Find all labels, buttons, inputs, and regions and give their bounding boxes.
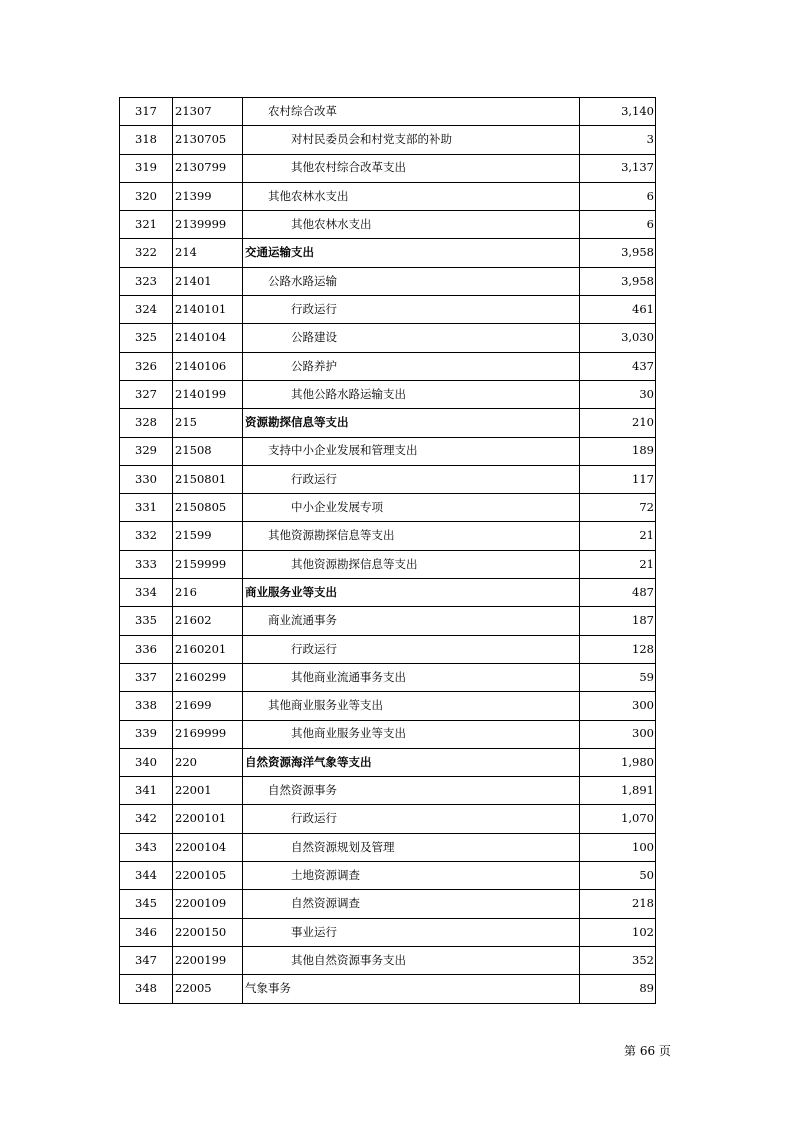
table-row bbox=[120, 182, 656, 210]
subject-name-cell: 自然资源海洋气象等支出 bbox=[243, 748, 580, 776]
subject-code-cell: 2200199 bbox=[173, 946, 243, 974]
amount-cell: 6 bbox=[580, 211, 656, 239]
row-number-cell: 327 bbox=[120, 380, 173, 408]
subject-name-cell: 行政运行 bbox=[243, 465, 580, 493]
subject-name-cell: 其他公路水路运输支出 bbox=[243, 380, 580, 408]
subject-code-cell: 21401 bbox=[173, 267, 243, 295]
subject-name-cell: 其他农林水支出 bbox=[243, 182, 580, 210]
table-row bbox=[120, 522, 656, 550]
amount-cell: 89 bbox=[580, 975, 656, 1003]
subject-code-cell: 2130705 bbox=[173, 126, 243, 154]
subject-name-cell: 中小企业发展专项 bbox=[243, 494, 580, 522]
subject-code-cell: 2200105 bbox=[173, 862, 243, 890]
subject-name-cell: 资源勘探信息等支出 bbox=[243, 409, 580, 437]
subject-name-cell: 其他商业流通事务支出 bbox=[243, 663, 580, 691]
amount-cell: 3,137 bbox=[580, 154, 656, 182]
table-row bbox=[120, 805, 656, 833]
amount-cell: 59 bbox=[580, 663, 656, 691]
amount-cell: 437 bbox=[580, 352, 656, 380]
row-number-cell: 320 bbox=[120, 182, 173, 210]
subject-name-cell: 气象事务 bbox=[243, 975, 580, 1003]
row-number-cell: 317 bbox=[120, 98, 173, 126]
table-row bbox=[120, 409, 656, 437]
row-number-cell: 343 bbox=[120, 833, 173, 861]
table-row bbox=[120, 862, 656, 890]
table-row bbox=[120, 267, 656, 295]
table-row bbox=[120, 154, 656, 182]
table-row bbox=[120, 465, 656, 493]
subject-name-cell: 商业服务业等支出 bbox=[243, 579, 580, 607]
subject-code-cell: 21508 bbox=[173, 437, 243, 465]
subject-name-cell: 其他资源勘探信息等支出 bbox=[243, 550, 580, 578]
amount-cell: 461 bbox=[580, 296, 656, 324]
table-row bbox=[120, 126, 656, 154]
row-number-cell: 346 bbox=[120, 918, 173, 946]
row-number-cell: 338 bbox=[120, 692, 173, 720]
table-row bbox=[120, 494, 656, 522]
table-row bbox=[120, 720, 656, 748]
subject-name-cell: 事业运行 bbox=[243, 918, 580, 946]
table-row bbox=[120, 777, 656, 805]
amount-cell: 352 bbox=[580, 946, 656, 974]
subject-code-cell: 2200150 bbox=[173, 918, 243, 946]
budget-table bbox=[119, 97, 656, 1004]
subject-name-cell: 自然资源事务 bbox=[243, 777, 580, 805]
amount-cell: 21 bbox=[580, 550, 656, 578]
row-number-cell: 323 bbox=[120, 267, 173, 295]
row-number-cell: 322 bbox=[120, 239, 173, 267]
subject-code-cell: 214 bbox=[173, 239, 243, 267]
subject-name-cell: 其他农村综合改革支出 bbox=[243, 154, 580, 182]
subject-code-cell: 2140104 bbox=[173, 324, 243, 352]
subject-code-cell: 2200104 bbox=[173, 833, 243, 861]
row-number-cell: 321 bbox=[120, 211, 173, 239]
subject-name-cell: 行政运行 bbox=[243, 296, 580, 324]
row-number-cell: 325 bbox=[120, 324, 173, 352]
table-row bbox=[120, 748, 656, 776]
amount-cell: 1,070 bbox=[580, 805, 656, 833]
row-number-cell: 345 bbox=[120, 890, 173, 918]
row-number-cell: 336 bbox=[120, 635, 173, 663]
subject-code-cell: 2200101 bbox=[173, 805, 243, 833]
subject-name-cell: 其他商业服务业等支出 bbox=[243, 692, 580, 720]
amount-cell: 117 bbox=[580, 465, 656, 493]
amount-cell: 3,958 bbox=[580, 239, 656, 267]
row-number-cell: 332 bbox=[120, 522, 173, 550]
table-row bbox=[120, 296, 656, 324]
table-row bbox=[120, 918, 656, 946]
amount-cell: 102 bbox=[580, 918, 656, 946]
row-number-cell: 330 bbox=[120, 465, 173, 493]
subject-code-cell: 216 bbox=[173, 579, 243, 607]
table-row bbox=[120, 607, 656, 635]
amount-cell: 50 bbox=[580, 862, 656, 890]
amount-cell: 300 bbox=[580, 692, 656, 720]
subject-code-cell: 22001 bbox=[173, 777, 243, 805]
table-row bbox=[120, 663, 656, 691]
row-number-cell: 341 bbox=[120, 777, 173, 805]
subject-code-cell: 2140199 bbox=[173, 380, 243, 408]
subject-code-cell: 2150801 bbox=[173, 465, 243, 493]
amount-cell: 210 bbox=[580, 409, 656, 437]
row-number-cell: 344 bbox=[120, 862, 173, 890]
amount-cell: 3 bbox=[580, 126, 656, 154]
amount-cell: 3,140 bbox=[580, 98, 656, 126]
subject-name-cell: 自然资源调查 bbox=[243, 890, 580, 918]
row-number-cell: 340 bbox=[120, 748, 173, 776]
subject-code-cell: 2159999 bbox=[173, 550, 243, 578]
row-number-cell: 318 bbox=[120, 126, 173, 154]
subject-name-cell: 公路建设 bbox=[243, 324, 580, 352]
subject-name-cell: 土地资源调查 bbox=[243, 862, 580, 890]
subject-name-cell: 对村民委员会和村党支部的补助 bbox=[243, 126, 580, 154]
amount-cell: 300 bbox=[580, 720, 656, 748]
subject-code-cell: 2169999 bbox=[173, 720, 243, 748]
amount-cell: 30 bbox=[580, 380, 656, 408]
amount-cell: 218 bbox=[580, 890, 656, 918]
table-row bbox=[120, 692, 656, 720]
amount-cell: 21 bbox=[580, 522, 656, 550]
row-number-cell: 334 bbox=[120, 579, 173, 607]
subject-code-cell: 2160201 bbox=[173, 635, 243, 663]
subject-name-cell: 公路养护 bbox=[243, 352, 580, 380]
subject-name-cell: 行政运行 bbox=[243, 635, 580, 663]
subject-code-cell: 2200109 bbox=[173, 890, 243, 918]
subject-code-cell: 2139999 bbox=[173, 211, 243, 239]
subject-name-cell: 农村综合改革 bbox=[243, 98, 580, 126]
subject-name-cell: 行政运行 bbox=[243, 805, 580, 833]
table-row bbox=[120, 550, 656, 578]
subject-code-cell: 2150805 bbox=[173, 494, 243, 522]
subject-name-cell: 自然资源规划及管理 bbox=[243, 833, 580, 861]
table-row bbox=[120, 98, 656, 126]
table-row bbox=[120, 380, 656, 408]
row-number-cell: 319 bbox=[120, 154, 173, 182]
amount-cell: 3,958 bbox=[580, 267, 656, 295]
amount-cell: 189 bbox=[580, 437, 656, 465]
table-row bbox=[120, 352, 656, 380]
subject-code-cell: 215 bbox=[173, 409, 243, 437]
subject-code-cell: 2140106 bbox=[173, 352, 243, 380]
row-number-cell: 329 bbox=[120, 437, 173, 465]
subject-name-cell: 其他农林水支出 bbox=[243, 211, 580, 239]
row-number-cell: 333 bbox=[120, 550, 173, 578]
table-row bbox=[120, 579, 656, 607]
amount-cell: 3,030 bbox=[580, 324, 656, 352]
row-number-cell: 335 bbox=[120, 607, 173, 635]
row-number-cell: 337 bbox=[120, 663, 173, 691]
subject-code-cell: 21399 bbox=[173, 182, 243, 210]
row-number-cell: 331 bbox=[120, 494, 173, 522]
amount-cell: 1,891 bbox=[580, 777, 656, 805]
table-row bbox=[120, 635, 656, 663]
table-row bbox=[120, 833, 656, 861]
table-row bbox=[120, 975, 656, 1003]
amount-cell: 1,980 bbox=[580, 748, 656, 776]
row-number-cell: 348 bbox=[120, 975, 173, 1003]
subject-code-cell: 21602 bbox=[173, 607, 243, 635]
subject-name-cell: 其他资源勘探信息等支出 bbox=[243, 522, 580, 550]
budget-table-body bbox=[120, 98, 656, 1004]
subject-name-cell: 其他商业服务业等支出 bbox=[243, 720, 580, 748]
subject-code-cell: 22005 bbox=[173, 975, 243, 1003]
amount-cell: 187 bbox=[580, 607, 656, 635]
row-number-cell: 324 bbox=[120, 296, 173, 324]
amount-cell: 100 bbox=[580, 833, 656, 861]
subject-code-cell: 2140101 bbox=[173, 296, 243, 324]
amount-cell: 72 bbox=[580, 494, 656, 522]
subject-code-cell: 21699 bbox=[173, 692, 243, 720]
subject-name-cell: 支持中小企业发展和管理支出 bbox=[243, 437, 580, 465]
subject-name-cell: 公路水路运输 bbox=[243, 267, 580, 295]
row-number-cell: 326 bbox=[120, 352, 173, 380]
table-row bbox=[120, 946, 656, 974]
amount-cell: 6 bbox=[580, 182, 656, 210]
row-number-cell: 347 bbox=[120, 946, 173, 974]
page-number: 第 66 页 bbox=[624, 1044, 671, 1058]
table-row bbox=[120, 324, 656, 352]
table-row bbox=[120, 437, 656, 465]
subject-name-cell: 交通运输支出 bbox=[243, 239, 580, 267]
subject-code-cell: 2160299 bbox=[173, 663, 243, 691]
subject-code-cell: 21599 bbox=[173, 522, 243, 550]
row-number-cell: 328 bbox=[120, 409, 173, 437]
subject-code-cell: 2130799 bbox=[173, 154, 243, 182]
table-row bbox=[120, 239, 656, 267]
row-number-cell: 342 bbox=[120, 805, 173, 833]
row-number-cell: 339 bbox=[120, 720, 173, 748]
subject-code-cell: 21307 bbox=[173, 98, 243, 126]
subject-code-cell: 220 bbox=[173, 748, 243, 776]
subject-name-cell: 商业流通事务 bbox=[243, 607, 580, 635]
table-row bbox=[120, 211, 656, 239]
amount-cell: 487 bbox=[580, 579, 656, 607]
subject-name-cell: 其他自然资源事务支出 bbox=[243, 946, 580, 974]
table-row bbox=[120, 890, 656, 918]
amount-cell: 128 bbox=[580, 635, 656, 663]
